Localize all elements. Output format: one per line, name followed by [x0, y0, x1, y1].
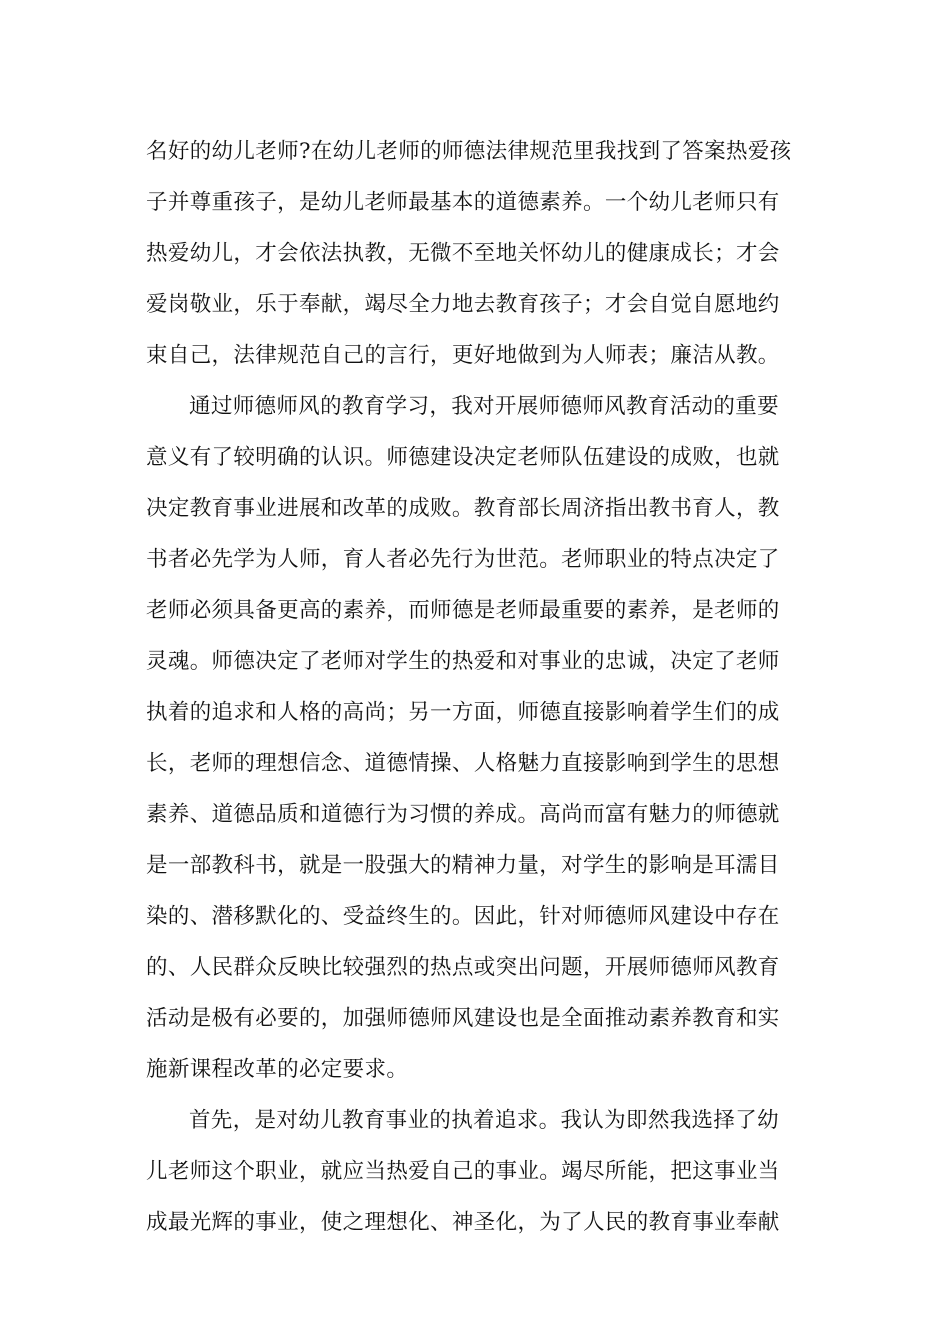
- text-line: 名好的幼儿老师?在幼儿老师的师德法律规范里我找到了答案热爱孩: [146, 139, 792, 164]
- text-line: 束自己，法律规范自己的言行，更好地做到为人师表；廉洁从教。: [146, 343, 780, 368]
- text-line: 长，老师的理想信念、道德情操、人格魅力直接影响到学生的思想: [146, 751, 780, 776]
- text-line: 爱岗敬业，乐于奉献，竭尽全力地去教育孩子；才会自觉自愿地约: [146, 292, 780, 317]
- text-line: 老师必须具备更高的素养，而师德是老师最重要的素养，是老师的: [146, 598, 780, 623]
- text-line: 儿老师这个职业，就应当热爱自己的事业。竭尽所能，把这事业当: [146, 1159, 780, 1184]
- text-line: 成最光辉的事业，使之理想化、神圣化，为了人民的教育事业奉献: [146, 1210, 780, 1235]
- text-line: 执着的追求和人格的高尚；另一方面，师德直接影响着学生们的成: [146, 700, 780, 725]
- paragraph-first-line: 首先，是对幼儿教育事业的执着追求。我认为即然我选择了幼: [189, 1108, 779, 1133]
- text-line: 灵魂。师德决定了老师对学生的热爱和对事业的忠诚，决定了老师: [146, 649, 780, 674]
- document-body: [146, 126, 806, 1248]
- text-line: 子并尊重孩子，是幼儿老师最基本的道德素养。一个幼儿老师只有: [146, 190, 780, 215]
- text-line: 素养、道德品质和道德行为习惯的养成。高尚而富有魅力的师德就: [146, 802, 780, 827]
- text-line: 意义有了较明确的认识。师德建设决定老师队伍建设的成败，也就: [146, 445, 780, 470]
- text-line: 书者必先学为人师，育人者必先行为世范。老师职业的特点决定了: [146, 547, 780, 572]
- text-line: 染的、潜移默化的、受益终生的。因此，针对师德师风建设中存在: [146, 904, 780, 929]
- text-line: 活动是极有必要的，加强师德师风建设也是全面推动素养教育和实: [146, 1006, 780, 1031]
- text-line: 热爱幼儿，才会依法执教，无微不至地关怀幼儿的健康成长；才会: [146, 241, 780, 266]
- text-line: 是一部教科书，就是一股强大的精神力量，对学生的影响是耳濡目: [146, 853, 780, 878]
- text-line: 决定教育事业进展和改革的成败。教育部长周济指出教书育人，教: [146, 496, 780, 521]
- text-line: 施新课程改革的必定要求。: [146, 1057, 409, 1082]
- text-line: 的、人民群众反映比较强烈的热点或突出问题，开展师德师风教育: [146, 955, 780, 980]
- paragraph-first-line: 通过师德师风的教育学习，我对开展师德师风教育活动的重要: [189, 394, 779, 419]
